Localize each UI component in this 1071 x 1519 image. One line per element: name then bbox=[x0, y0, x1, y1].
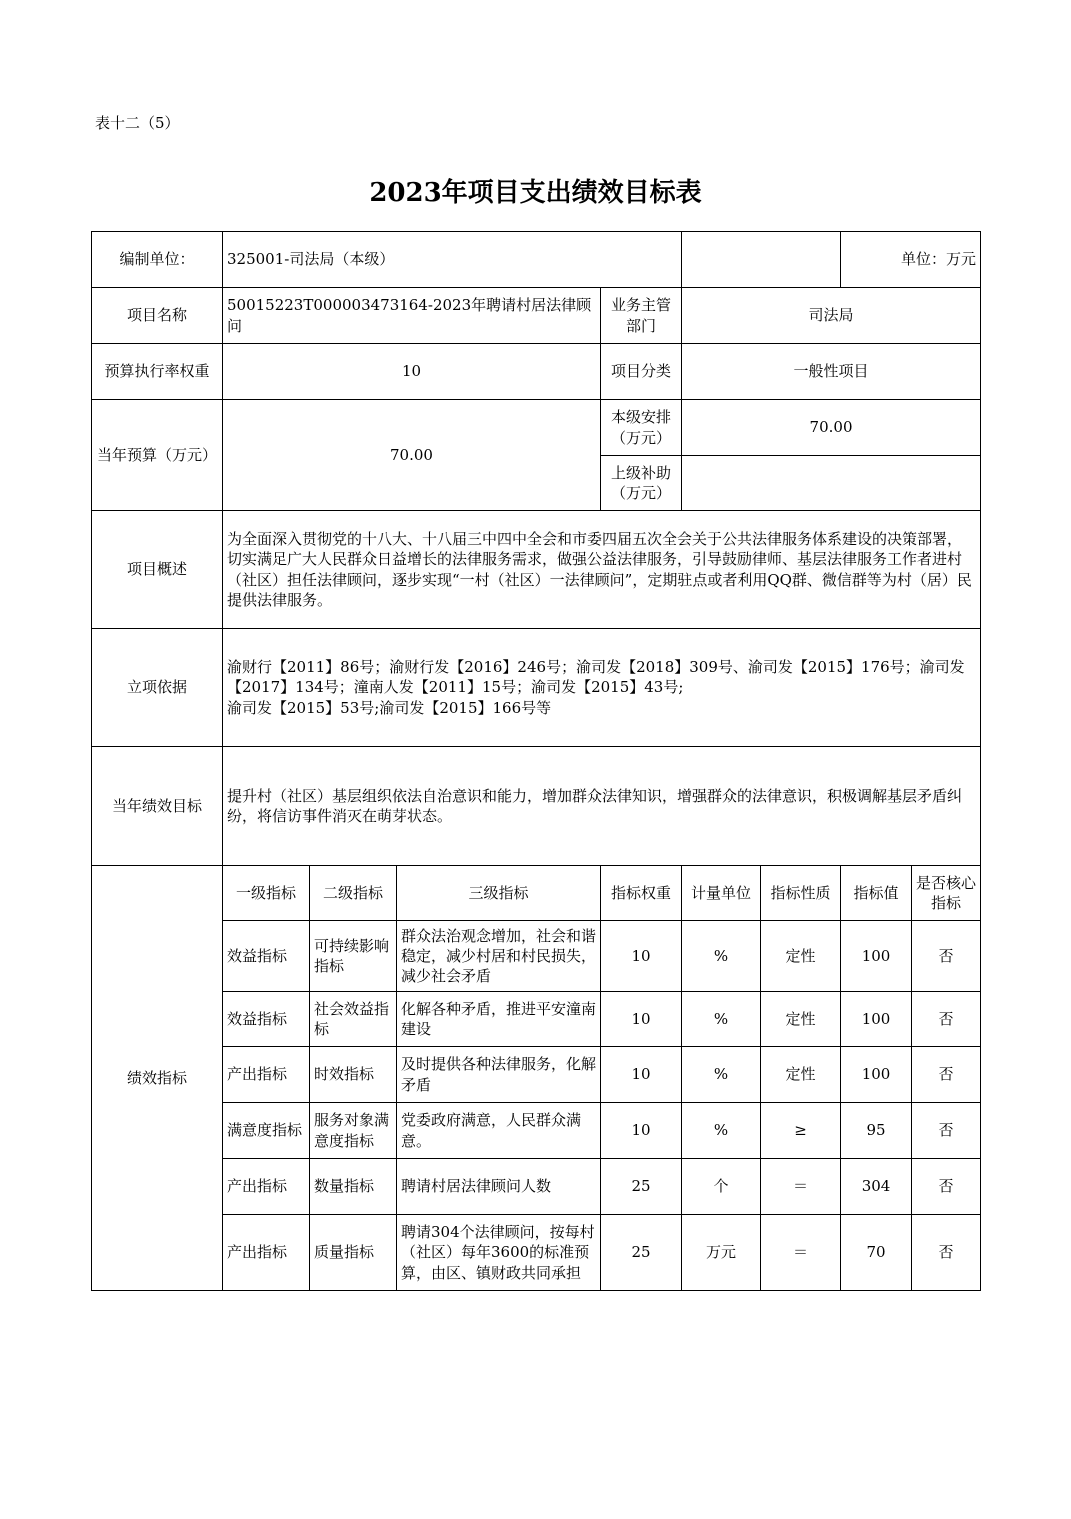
cell-nature: 定性 bbox=[761, 1047, 841, 1103]
table-row bbox=[92, 1047, 981, 1103]
dept-value: 司法局 bbox=[682, 288, 981, 344]
cell-core: 否 bbox=[912, 992, 981, 1047]
cell-level3: 及时提供各种法律服务，化解矛盾 bbox=[397, 1047, 601, 1103]
basis-line-2: 渝司发【2015】53号;渝司发【2015】166号等 bbox=[227, 698, 552, 717]
cell-weight: 10 bbox=[601, 921, 682, 992]
cell-core: 否 bbox=[912, 1159, 981, 1215]
sheet-number: 表十二（5） bbox=[95, 114, 180, 132]
cell-value: 304 bbox=[841, 1159, 912, 1215]
cell-core: 否 bbox=[912, 1103, 981, 1159]
cell-nature: ≥ bbox=[761, 1103, 841, 1159]
upper-value bbox=[682, 456, 981, 511]
cell-unit: 万元 bbox=[682, 1215, 761, 1291]
goal-text: 提升村（社区）基层组织依法自治意识和能力，增加群众法律知识，增强群众的法律意识，积极调解基层矛盾纠纷，将信访事件消灭在萌芽状态。 bbox=[223, 747, 981, 866]
cell-level2: 社会效益指标 bbox=[310, 992, 397, 1047]
col-header: 计量单位 bbox=[682, 866, 761, 921]
cell-level3: 群众法治观念增加，社会和谐稳定，减少村居和村民损失，减少社会矛盾 bbox=[397, 921, 601, 992]
table-row bbox=[92, 921, 981, 992]
budget-label: 当年预算（万元） bbox=[92, 400, 223, 511]
dept-label: 业务主管部门 bbox=[601, 288, 682, 344]
cell-weight: 25 bbox=[601, 1159, 682, 1215]
basis-text bbox=[223, 629, 981, 747]
cell-level1: 产出指标 bbox=[223, 1159, 310, 1215]
cell-value: 100 bbox=[841, 1047, 912, 1103]
cell-weight: 10 bbox=[601, 1103, 682, 1159]
table-row bbox=[92, 1215, 981, 1291]
cell-level1: 效益指标 bbox=[223, 992, 310, 1047]
cell-unit: % bbox=[682, 921, 761, 992]
table-row bbox=[92, 992, 981, 1047]
category-label: 项目分类 bbox=[601, 344, 682, 400]
overview-label: 项目概述 bbox=[92, 511, 223, 629]
local-label: 本级安排（万元） bbox=[601, 400, 682, 456]
budget-value: 70.00 bbox=[223, 400, 601, 511]
category-value: 一般性项目 bbox=[682, 344, 981, 400]
col-header: 三级指标 bbox=[397, 866, 601, 921]
cell-level1: 效益指标 bbox=[223, 921, 310, 992]
cell-nature: 定性 bbox=[761, 992, 841, 1047]
weight-label: 预算执行率权重 bbox=[92, 344, 223, 400]
cell-unit: 个 bbox=[682, 1159, 761, 1215]
project-name-label: 项目名称 bbox=[92, 288, 223, 344]
cell-level3: 聘请村居法律顾问人数 bbox=[397, 1159, 601, 1215]
local-value: 70.00 bbox=[682, 400, 981, 456]
cell-level2: 服务对象满意度指标 bbox=[310, 1103, 397, 1159]
col-header: 指标值 bbox=[841, 866, 912, 921]
cell-weight: 10 bbox=[601, 992, 682, 1047]
cell-level2: 可持续影响指标 bbox=[310, 921, 397, 992]
basis-label: 立项依据 bbox=[92, 629, 223, 747]
cell-level3: 化解各种矛盾，推进平安潼南建设 bbox=[397, 992, 601, 1047]
cell-core: 否 bbox=[912, 1215, 981, 1291]
cell-unit: % bbox=[682, 1103, 761, 1159]
weight-value: 10 bbox=[223, 344, 601, 400]
cell-level3: 聘请304个法律顾问，按每村（社区）每年3600的标准预算，由区、镇财政共同承担 bbox=[397, 1215, 601, 1291]
cell-value: 100 bbox=[841, 992, 912, 1047]
cell-weight: 25 bbox=[601, 1215, 682, 1291]
cell-level2: 质量指标 bbox=[310, 1215, 397, 1291]
col-header: 是否核心指标 bbox=[912, 866, 981, 921]
col-header: 一级指标 bbox=[223, 866, 310, 921]
col-header: 指标权重 bbox=[601, 866, 682, 921]
cell-nature: ＝ bbox=[761, 1159, 841, 1215]
cell-value: 100 bbox=[841, 921, 912, 992]
project-name-value: 50015223T000003473164-2023年聘请村居法律顾问 bbox=[223, 288, 601, 344]
cell-level1: 满意度指标 bbox=[223, 1103, 310, 1159]
cell-level2: 时效指标 bbox=[310, 1047, 397, 1103]
unit-label: 编制单位： bbox=[92, 232, 223, 288]
cell-value: 70 bbox=[841, 1215, 912, 1291]
goal-label: 当年绩效目标 bbox=[92, 747, 223, 866]
currency-unit: 单位：万元 bbox=[841, 232, 981, 288]
cell-unit: % bbox=[682, 992, 761, 1047]
cell-level1: 产出指标 bbox=[223, 1215, 310, 1291]
col-header: 二级指标 bbox=[310, 866, 397, 921]
cell-nature: ＝ bbox=[761, 1215, 841, 1291]
cell-level3: 党委政府满意，人民群众满意。 bbox=[397, 1103, 601, 1159]
page-title: 2023年项目支出绩效目标表 bbox=[369, 178, 702, 208]
upper-label: 上级补助（万元） bbox=[601, 456, 682, 511]
cell-level1: 产出指标 bbox=[223, 1047, 310, 1103]
cell-nature: 定性 bbox=[761, 921, 841, 992]
performance-target-table bbox=[91, 231, 981, 1291]
cell-value: 95 bbox=[841, 1103, 912, 1159]
indicators-label: 绩效指标 bbox=[92, 866, 223, 1291]
unit-value: 325001-司法局（本级） bbox=[223, 232, 682, 288]
basis-line-1: 渝财行【2011】86号；渝财行发【2016】246号；渝司发【2018】309号、渝司发【2015】176号；渝司发【2017】134号；潼南人发【2011】15号；渝司发【2015】43号; bbox=[227, 658, 965, 697]
cell-level2: 数量指标 bbox=[310, 1159, 397, 1215]
unit-blank bbox=[682, 232, 841, 288]
table-row bbox=[92, 1159, 981, 1215]
cell-weight: 10 bbox=[601, 1047, 682, 1103]
col-header: 指标性质 bbox=[761, 866, 841, 921]
overview-text: 为全面深入贯彻党的十八大、十八届三中四中全会和市委四届五次全会关于公共法律服务体系建设的决策部署，切实满足广大人民群众日益增长的法律服务需求，做强公益法律服务，引导鼓励律师、基层法律服务工作者进村（社区）担任法律顾问，逐步实现“一村（社区）一法律顾问”，定期驻点或者利用QQ群、微信群等为村（居）民提供法律服务。 bbox=[223, 511, 981, 629]
cell-core: 否 bbox=[912, 1047, 981, 1103]
cell-unit: % bbox=[682, 1047, 761, 1103]
cell-core: 否 bbox=[912, 921, 981, 992]
table-row bbox=[92, 1103, 981, 1159]
